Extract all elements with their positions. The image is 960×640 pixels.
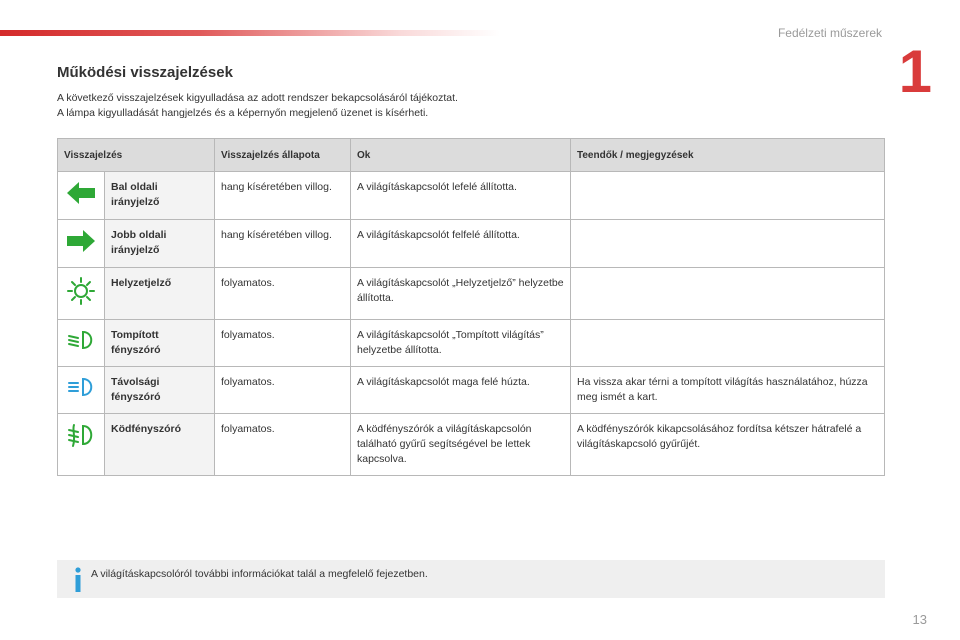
indicator-action (571, 172, 885, 220)
indicator-table (57, 138, 885, 476)
indicator-cause: A világításkapcsolót lefelé állította. (351, 172, 571, 220)
indicator-cause: A világításkapcsolót „Helyzetjelző” helyzetbe állította. (351, 268, 571, 320)
header-accent-bar (0, 30, 500, 36)
icon-cell (58, 367, 105, 414)
icon-cell (58, 268, 105, 320)
page-title: Működési visszajelzések (57, 64, 233, 81)
intro-line: A lámpa kigyulladását hangjelzés és a képernyőn megjelenő üzenet is kísérheti. (57, 107, 429, 119)
icon-cell (58, 172, 105, 220)
indicator-name: Bal oldali irányjelző (105, 172, 215, 220)
main-beam-icon (66, 375, 96, 399)
icon-cell (58, 414, 105, 476)
indicator-cause: A ködfényszórók a világításkapcsolón található gyűrű segítségével be lettek kapcsolva. (351, 414, 571, 476)
indicator-action: A ködfényszórók kikapcsolásához fordítsa kétszer hátrafelé a világításkapcsoló gyűrűjét. (571, 414, 885, 476)
header-cause: Ok (351, 139, 571, 172)
indicator-state: folyamatos. (215, 367, 351, 414)
table-row (58, 320, 885, 367)
indicator-action (571, 220, 885, 268)
indicator-name: Tompított fényszóró (105, 320, 215, 367)
dipped-beam-icon (66, 328, 96, 352)
indicator-name: Ködfényszóró (105, 414, 215, 476)
icon-cell (58, 220, 105, 268)
indicator-name: Távolsági fényszóró (105, 367, 215, 414)
indicator-state: folyamatos. (215, 268, 351, 320)
table-header-row (58, 139, 885, 172)
indicator-state: hang kíséretében villog. (215, 172, 351, 220)
table-row (58, 172, 885, 220)
icon-cell (58, 320, 105, 367)
indicator-cause: A világításkapcsolót „Tompított világítás” helyzetbe állította. (351, 320, 571, 367)
chapter-number: 1 (898, 38, 932, 105)
table-row (58, 367, 885, 414)
right-arrow-indicator-icon (66, 228, 96, 254)
section-name: Fedélzeti műszerek (777, 26, 882, 40)
front-fog-lamp-icon (66, 422, 96, 448)
indicator-action (571, 268, 885, 320)
left-arrow-indicator-icon (66, 180, 96, 206)
table-row (58, 268, 885, 320)
indicator-action: Ha vissza akar térni a tompított világítás használatához, húzza meg ismét a kart. (571, 367, 885, 414)
header-action: Teendők / megjegyzések (571, 139, 885, 172)
indicator-state: folyamatos. (215, 414, 351, 476)
info-icon (71, 566, 85, 594)
info-text: A világításkapcsolóról további információkat talál a megfelelő fejezetben. (91, 568, 428, 580)
indicator-state: hang kíséretében villog. (215, 220, 351, 268)
indicator-name: Jobb oldali irányjelző (105, 220, 215, 268)
indicator-name: Helyzetjelző (105, 268, 215, 320)
info-box (57, 560, 885, 598)
intro-line: A következő visszajelzések kigyulladása az adott rendszer bekapcsolásáról tájékoztat. (57, 92, 458, 104)
table-row (58, 220, 885, 268)
sidelights-icon (66, 276, 96, 306)
indicator-action (571, 320, 885, 367)
indicator-cause: A világításkapcsolót maga felé húzta. (351, 367, 571, 414)
header-state: Visszajelzés állapota (215, 139, 351, 172)
indicator-state: folyamatos. (215, 320, 351, 367)
indicator-cause: A világításkapcsolót felfelé állította. (351, 220, 571, 268)
page-number: 13 (912, 612, 927, 627)
header-indicator: Visszajelzés (58, 139, 215, 172)
table-row (58, 414, 885, 476)
intro-text (57, 91, 458, 121)
